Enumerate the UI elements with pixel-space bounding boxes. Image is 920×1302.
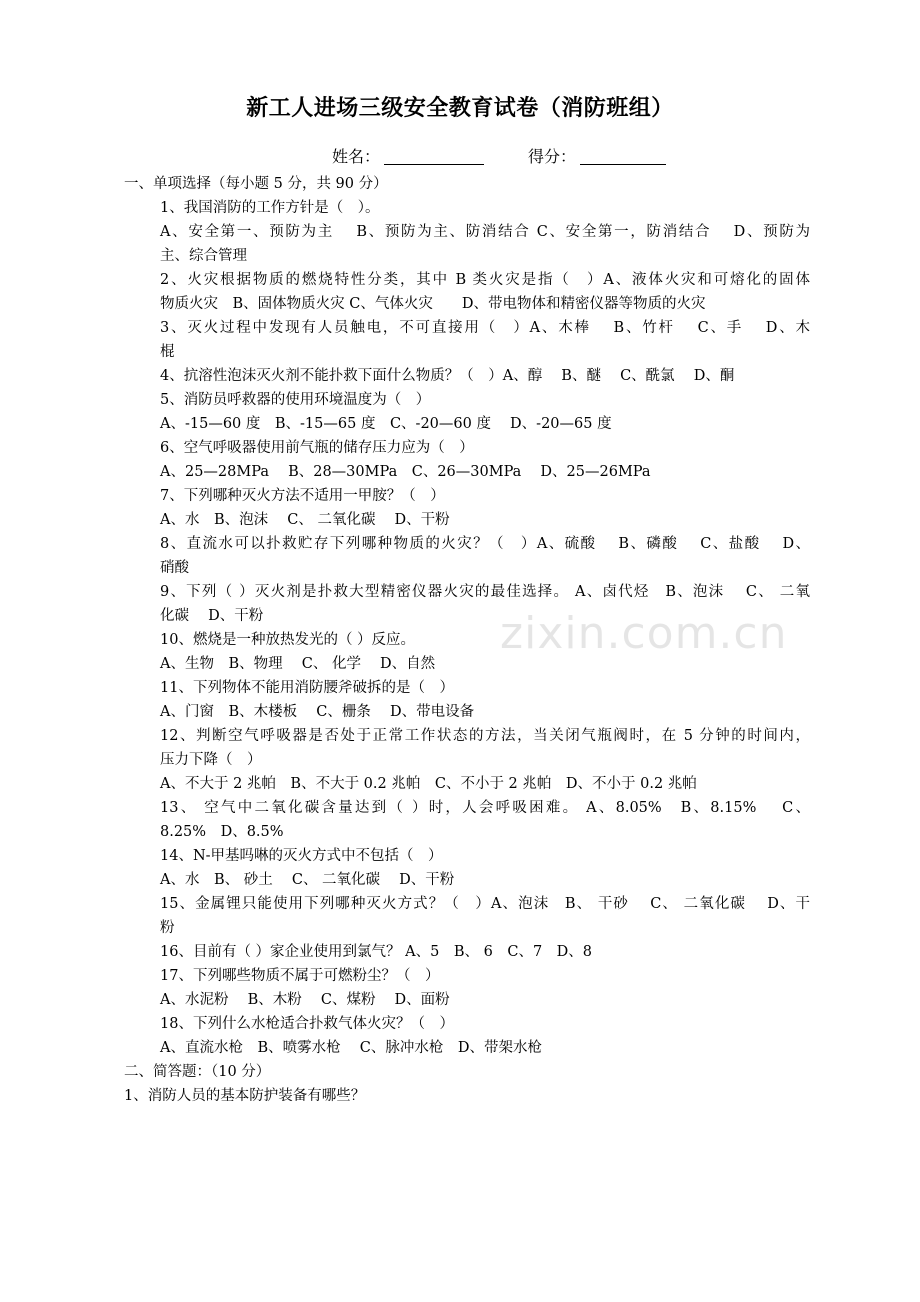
question-line: 11、下列物体不能用消防腰斧破拆的是（ ） [160, 680, 454, 696]
question-line: 16、目前有（ ）家企业使用到氯气？ A、5 B、 6 C、7 D、8 [160, 944, 593, 960]
option-line: A、水泥粉 B、木粉 C、煤粉 D、面粉 [160, 992, 450, 1008]
question-line: 2、火灾根据物质的燃烧特性分类，其中 B 类火灾是指（ ）A、液体火灾和可熔化的固体 [160, 272, 810, 288]
option-line: 主、综合管理 [160, 248, 247, 264]
question-line: 15、金属锂只能使用下列哪种灭火方式？（ ）A、泡沫 B、 干砂 C、 二氧化碳 D、干 [160, 896, 810, 912]
question-line: 8.25% D、8.5% [160, 824, 284, 840]
question-line: 3、灭火过程中发现有人员触电，不可直接用（ ）A、木棒 B、竹杆 C、手 D、木 [160, 320, 810, 336]
page-title: 新工人进场三级安全教育试卷（消防班组） [246, 96, 674, 121]
question-line: 13、 空气中二氧化碳含量达到（ ）时，人会呼吸困难。 A、8.05% B、8.15% C、 [160, 800, 810, 816]
option-line: A、门窗 B、木楼板 C、栅条 D、带电设备 [160, 704, 475, 720]
question-line: 压力下降（ ） [160, 752, 262, 768]
name-blank[interactable] [384, 148, 484, 165]
question-line: 4、抗溶性泡沫灭火剂不能扑救下面什么物质？（ ）A、醇 B、醚 C、酰氯 D、酮 [160, 368, 735, 384]
name-field[interactable] [332, 146, 484, 168]
question-line: 棍 [160, 344, 175, 360]
option-line: A、生物 B、物理 C、 化学 D、自然 [160, 656, 436, 672]
question-line: 粉 [160, 920, 175, 936]
question-line: 7、下列哪种灭火方法不适用一甲胺？（ ） [160, 488, 445, 504]
section-heading: 一、单项选择（每小题 5 分，共 90 分） [124, 176, 388, 192]
question-line: 6、空气呼吸器使用前气瓶的储存压力应为（ ） [160, 440, 474, 456]
question-line: 1、消防人员的基本防护装备有哪些？ [124, 1088, 366, 1104]
question-line: 14、N-甲基吗啉的灭火方式中不包括（ ） [160, 848, 443, 864]
question-line: 8、直流水可以扑救贮存下列哪种物质的火灾？（ ）A、硫酸 B、磷酸 C、盐酸 D、 [160, 536, 810, 552]
option-line: A、-15—60 度 B、-15—65 度 C、-20—60 度 D、-20—65 度 [160, 416, 612, 432]
watermark: zixin.com.cn [500, 608, 788, 659]
question-line: 物质火灾 B、固体物质火灾 C、气体火灾 D、带电物体和精密仪器等物质的火灾 [160, 296, 706, 312]
question-line: 9、下列（ ）灭火剂是扑救大型精密仪器火灾的最佳选择。 A、卤代烃 B、泡沫 C、 二氧 [160, 584, 810, 600]
question-line: 18、下列什么水枪适合扑救气体火灾？（ ） [160, 1016, 454, 1032]
question-line: 12、判断空气呼吸器是否处于正常工作状态的方法，当关闭气瓶阀时，在 5 分钟的时间内， [160, 728, 810, 744]
option-line: A、不大于 2 兆帕 B、不大于 0.2 兆帕 C、不小于 2 兆帕 D、不小于 0.2 兆帕 [160, 776, 697, 792]
name-label: 姓名： [332, 147, 381, 166]
question-line: 17、下列哪些物质不属于可燃粉尘？（ ） [160, 968, 440, 984]
score-blank[interactable] [580, 148, 666, 165]
option-line: A、水 B、泡沫 C、 二氧化碳 D、干粉 [160, 512, 450, 528]
question-line: 10、燃烧是一种放热发光的（ ）反应。 [160, 632, 416, 648]
score-label: 得分： [528, 147, 577, 166]
score-field[interactable] [528, 146, 666, 168]
option-line: A、25—28MPa B、28—30MPa C、26—30MPa D、25—26MPa [160, 464, 651, 480]
option-line: A、水 B、 砂土 C、 二氧化碳 D、干粉 [160, 872, 455, 888]
question-line: 5、消防员呼救器的使用环境温度为（ ） [160, 392, 431, 408]
option-line: A、直流水枪 B、喷雾水枪 C、脉冲水枪 D、带架水枪 [160, 1040, 542, 1056]
question-line: 1、我国消防的工作方针是（ ）。 [160, 200, 380, 216]
section-heading: 二、简答题：（10 分） [124, 1064, 271, 1080]
option-line: A、安全第一、预防为主 B、预防为主、防消结合 C、安全第一，防消结合 D、预防为 [160, 224, 810, 240]
question-line: 硝酸 [160, 560, 189, 576]
question-line: 化碳 D、干粉 [160, 608, 264, 624]
